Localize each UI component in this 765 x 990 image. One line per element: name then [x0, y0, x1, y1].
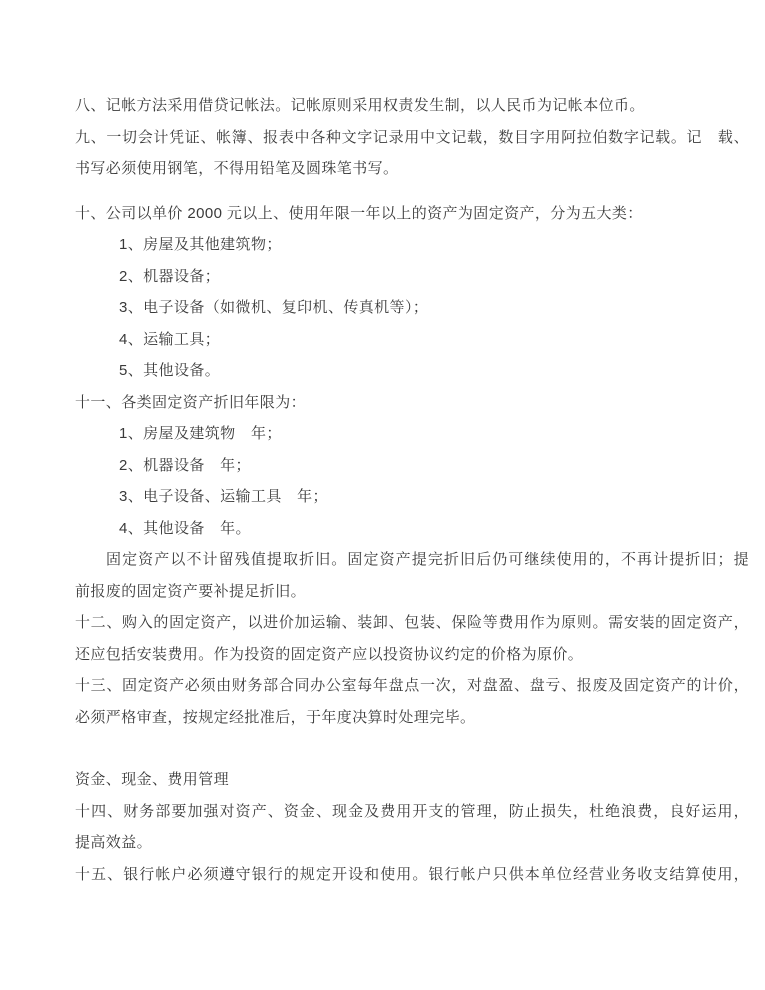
text-line: 固定资产以不计留残值提取折旧。固定资产提完折旧后仍可继续使用的，不再计提折旧；提	[106, 551, 749, 568]
paragraph-8	[75, 90, 749, 122]
paragraph-14	[75, 796, 749, 859]
paragraph-13	[75, 670, 749, 733]
list-item: 4、运输工具；	[119, 330, 221, 348]
list-item: 1、房屋及其他建筑物；	[119, 236, 282, 253]
list-item: 4、其他设备 年。	[119, 519, 251, 537]
text-line: 书写必须使用钢笔，不得用铅笔及圆珠笔书写。	[75, 160, 399, 177]
paragraph-15	[75, 859, 749, 891]
text-line: 十五、银行帐户必须遵守银行的规定开设和使用。银行帐户只供本单位经营业务收支结算使用，	[75, 865, 749, 883]
text-line: 还应包括安装费用。作为投资的固定资产应以投资协议约定的价格为原价。	[75, 645, 584, 663]
section-heading: 资金、现金、费用管理	[75, 771, 230, 788]
paragraph-9	[75, 122, 749, 185]
list-item: 1、房屋及建筑物 年；	[119, 425, 282, 442]
text-line: 十四、财务部要加强对资产、资金、现金及费用开支的管理，防止损失，杜绝浪费，良好运用，	[75, 802, 749, 820]
depreciation-note	[75, 544, 749, 607]
text-line: 必须严格审查，按规定经批准后，于年度决算时处理完毕。	[75, 708, 476, 726]
blank-line	[75, 733, 749, 764]
blank-space	[75, 185, 749, 198]
text-line: 八、记帐方法采用借贷记帐法。记帐原则采用权责发生制，以人民币为记帐本位币。	[75, 97, 645, 114]
text-line: 九、一切会计凭证、帐簿、报表中各种文字记录用中文记载，数目字用阿拉伯数字记载。记 载、	[75, 128, 749, 146]
list-item: 3、电子设备（如微机、复印机、传真机等）；	[119, 299, 429, 316]
list-item: 2、机器设备 年；	[119, 456, 251, 474]
text-line: 十三、固定资产必须由财务部合同办公室每年盘点一次，对盘盈、盘亏、报废及固定资产的计价，	[75, 677, 749, 694]
text-line: 前报废的固定资产要补提足折旧。	[75, 582, 307, 600]
paragraph-10	[75, 198, 749, 230]
text-line: 提高效益。	[75, 834, 153, 851]
text-line: 十、公司以单价 2000 元以上、使用年限一年以上的资产为固定资产，分为五大类：	[75, 204, 643, 222]
text-line: 十一、各类固定资产折旧年限为：	[75, 393, 307, 411]
text-line: 十二、购入的固定资产，以进价加运输、装卸、包装、保险等费用作为原则。需安装的固定资产，	[75, 614, 749, 631]
paragraph-12	[75, 607, 749, 670]
list-item: 3、电子设备、运输工具 年；	[119, 488, 328, 505]
list-item: 2、机器设备；	[119, 267, 221, 285]
depreciation-list	[75, 418, 749, 544]
paragraph-11	[75, 387, 749, 419]
asset-class-list	[75, 229, 749, 387]
section-heading-funds	[75, 764, 749, 796]
list-item: 5、其他设备。	[119, 362, 221, 379]
